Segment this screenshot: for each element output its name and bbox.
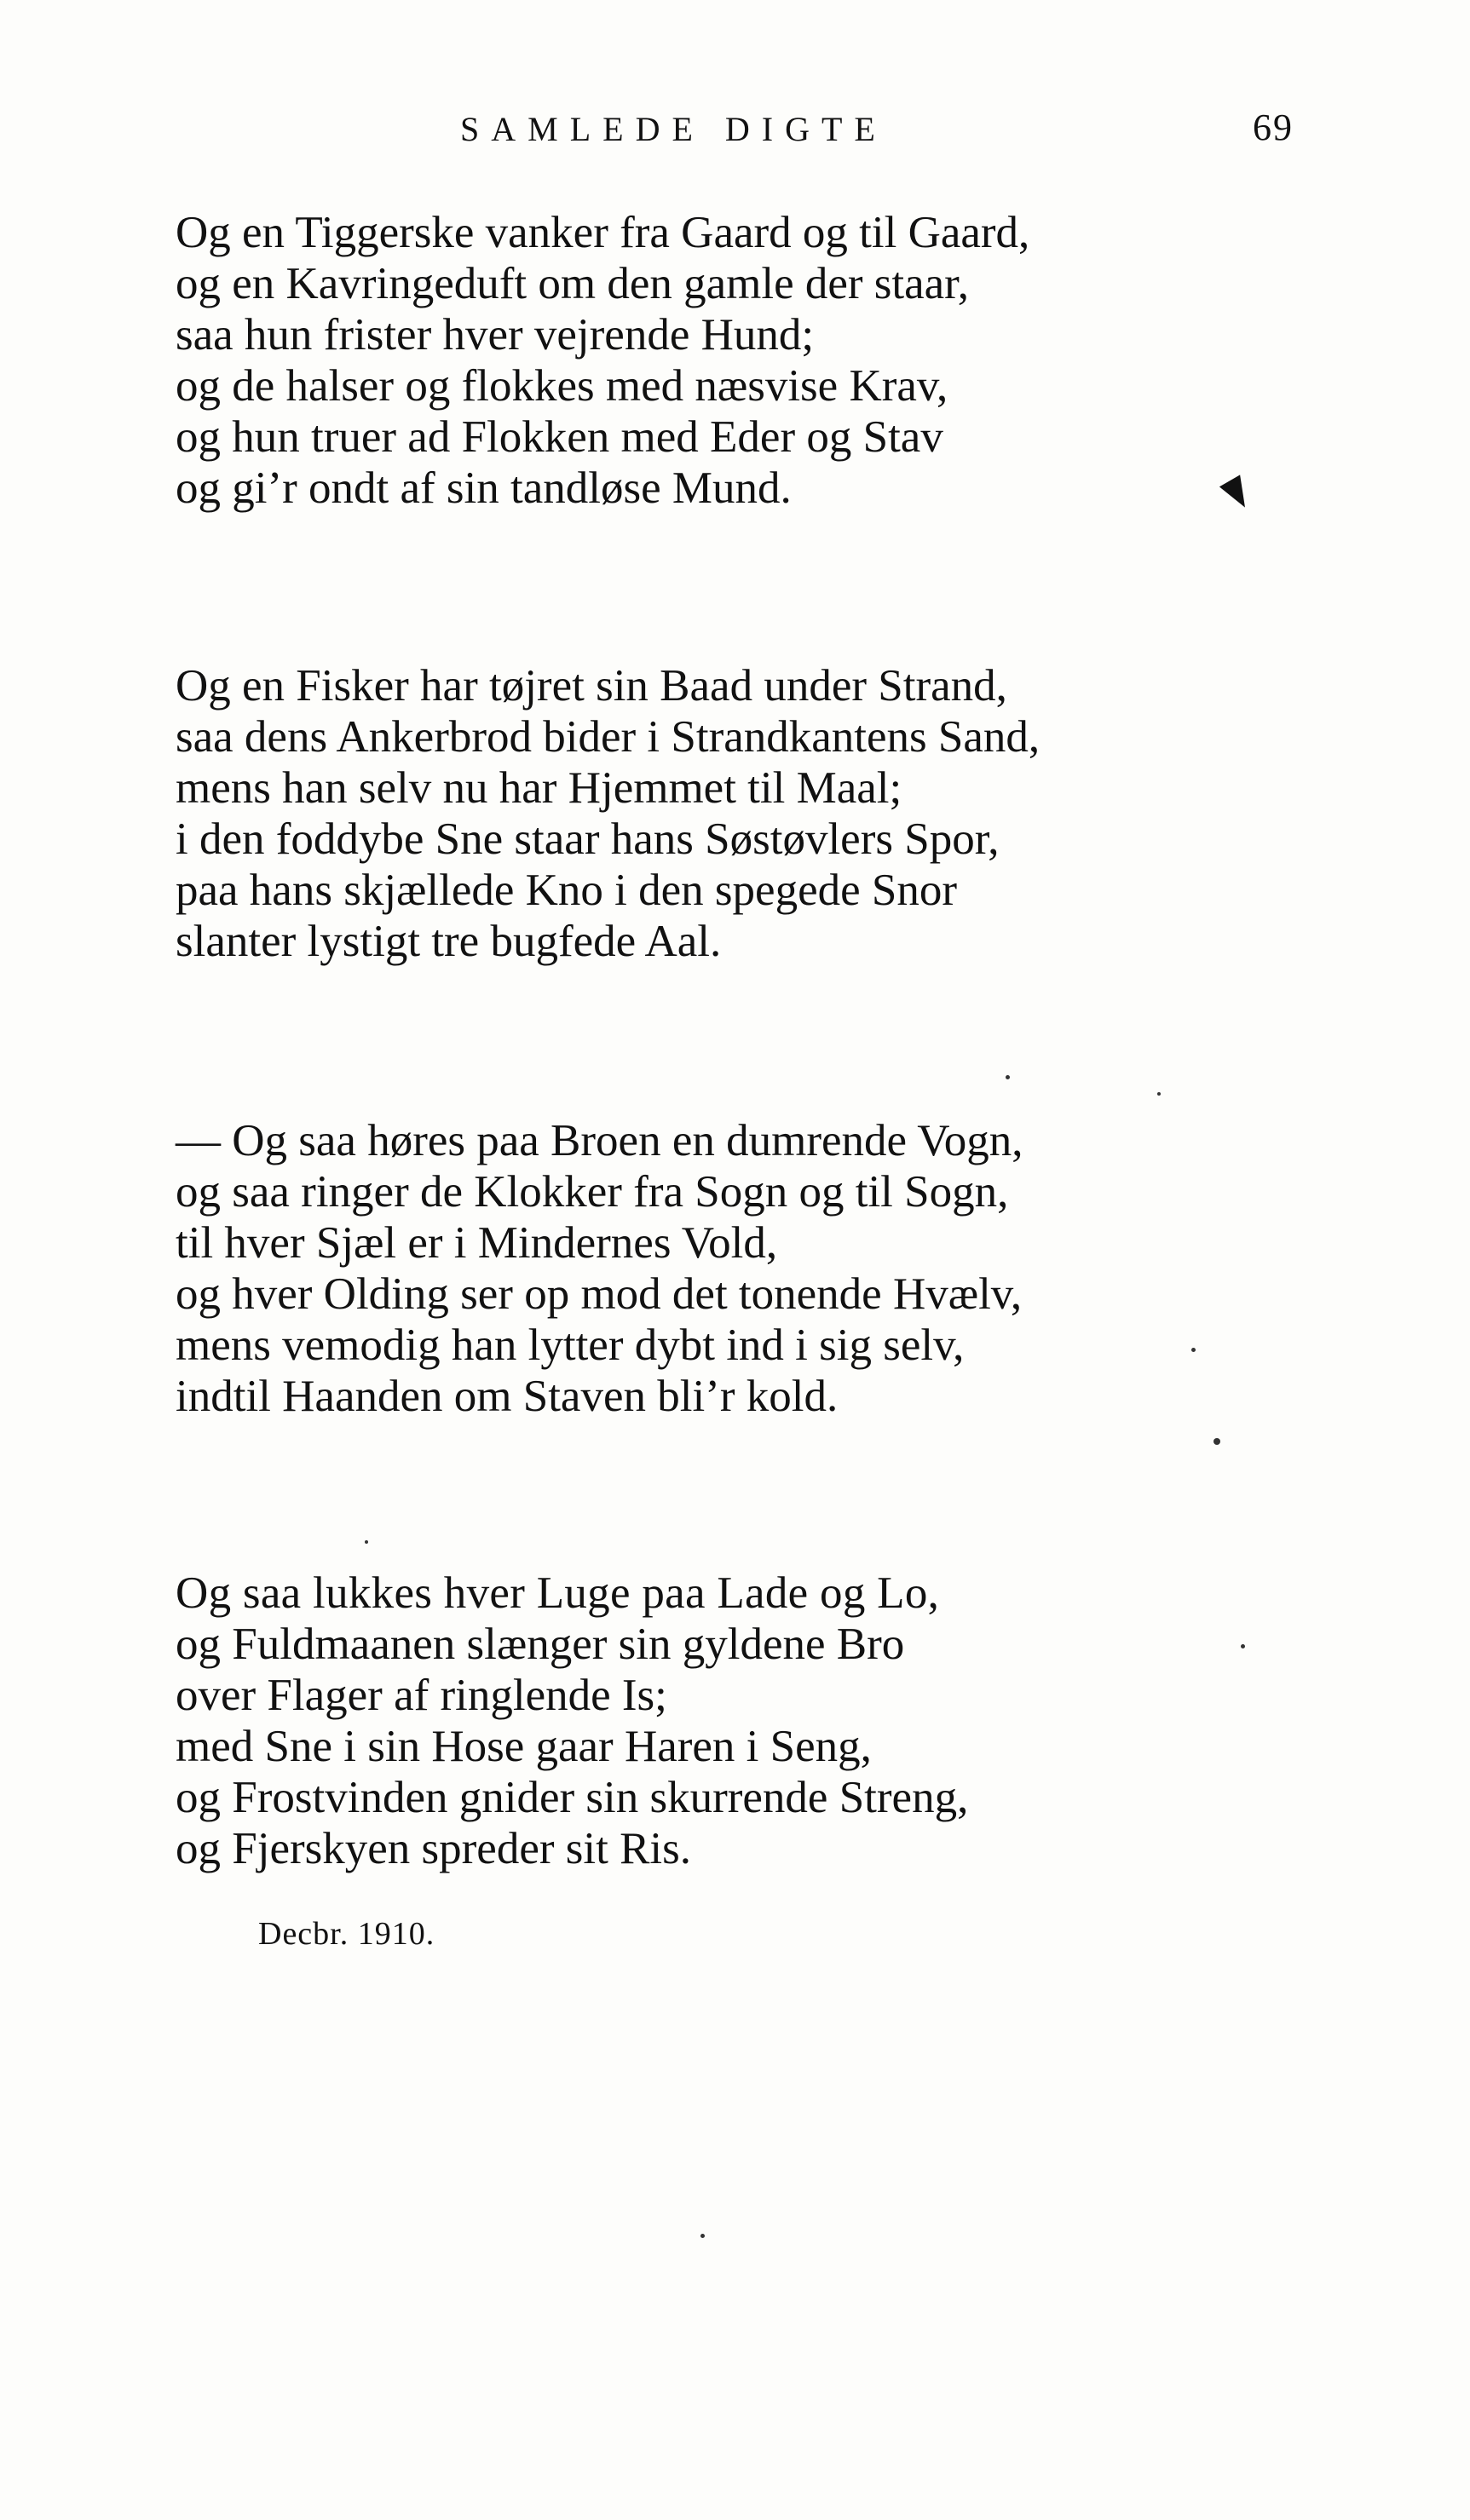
verse-line: og Fjerskyen spreder sit Ris. — [176, 1824, 692, 1873]
stanza-2 — [176, 660, 1317, 967]
ink-speck — [1006, 1075, 1010, 1079]
verse-line: Og en Fisker har tøjret sin Baad under Strand, — [176, 661, 1007, 711]
verse-line: og en Kavringeduft om den gamle der staar, — [176, 259, 969, 308]
verse-line: saa hun frister hver vejrende Hund; — [176, 310, 815, 360]
stanza-3 — [176, 1115, 1317, 1422]
verse-line: og hun truer ad Flokken med Eder og Stav — [176, 412, 943, 462]
ink-speck — [1191, 1348, 1196, 1352]
verse-line: Og en Tiggerske vanker fra Gaard og til Gaard, — [176, 208, 1030, 257]
verse-line: og Frostvinden gnider sin skurrende Streng, — [176, 1773, 969, 1822]
verse-line: mens han selv nu har Hjemmet til Maal; — [176, 763, 902, 813]
running-title: SAMLEDE DIGTE — [460, 110, 887, 148]
verse-line: med Sne i sin Hose gaar Haren i Seng, — [176, 1722, 872, 1771]
ink-speck — [365, 1540, 368, 1544]
verse-line: mens vemodig han lytter dybt ind i sig selv, — [176, 1320, 965, 1370]
verse-line: i den foddybe Sne staar hans Søstøvlers Spor, — [176, 814, 1000, 864]
stanza-1 — [176, 207, 1317, 514]
verse-line: over Flager af ringlende Is; — [176, 1671, 667, 1720]
verse-line: slanter lystigt tre bugfede Aal. — [176, 917, 722, 966]
verse-line: og Fuldmaanen slænger sin gyldene Bro — [176, 1620, 905, 1669]
ink-speck — [1241, 1644, 1245, 1648]
page-number: 69 — [1253, 106, 1294, 148]
dateline: Decbr. 1910. — [258, 1916, 435, 1952]
stanza-4 — [176, 1568, 1317, 1874]
verse-line: paa hans skjællede Kno i den spegede Snor — [176, 866, 957, 915]
verse-line: indtil Haanden om Staven bli’r kold. — [176, 1372, 839, 1421]
verse-line: saa dens Ankerbrod bider i Strandkantens Sand, — [176, 712, 1041, 762]
verse-line: og saa ringer de Klokker fra Sogn og til Sogn, — [176, 1167, 1009, 1217]
ink-speck — [1157, 1092, 1161, 1096]
verse-line: og hver Olding ser op mod det tonende Hvælv, — [176, 1269, 1023, 1319]
verse-line: Og saa lukkes hver Luge paa Lade og Lo, — [176, 1568, 940, 1618]
ink-speck — [700, 2234, 705, 2238]
verse-line: og de halser og flokkes med næsvise Krav, — [176, 361, 948, 411]
verse-line: og gi’r ondt af sin tandløse Mund. — [176, 463, 792, 513]
verse-line: — Og saa høres paa Broen en dumrende Vogn, — [176, 1116, 1023, 1165]
ink-speck — [1213, 1438, 1220, 1445]
verse-line: til hver Sjæl er i Mindernes Vold, — [176, 1218, 778, 1268]
